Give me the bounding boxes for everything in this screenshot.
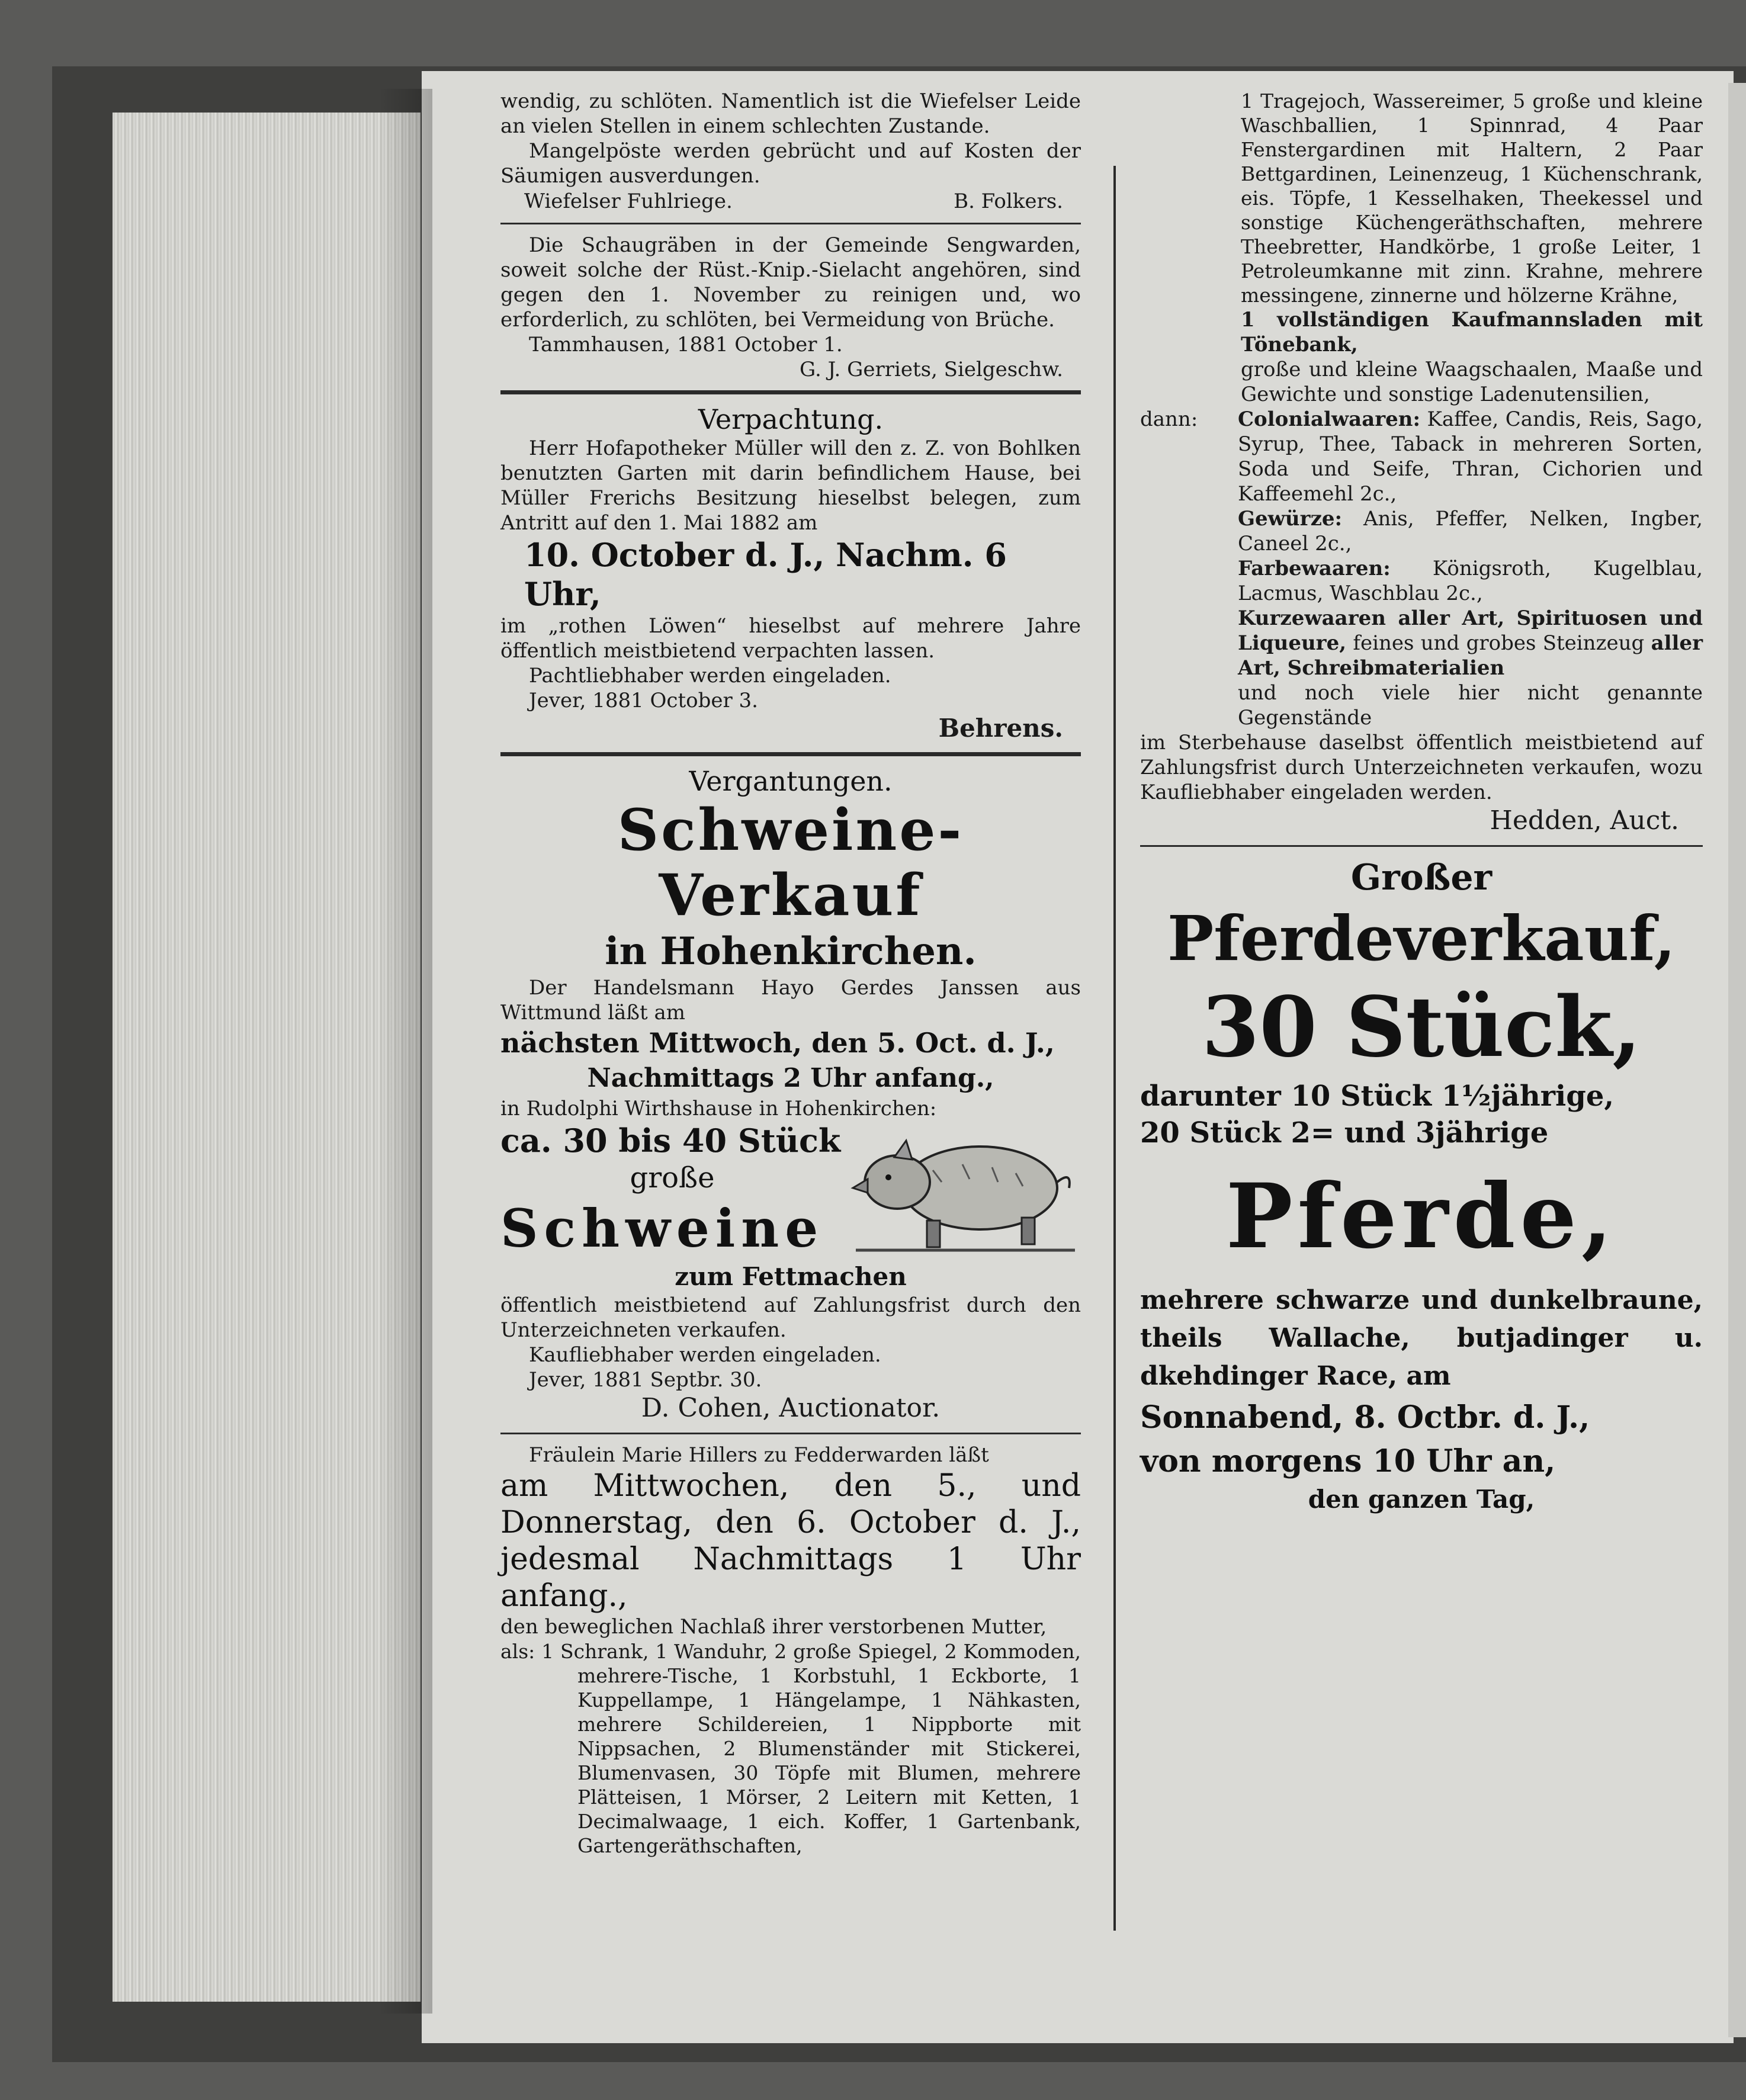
- pig-date2: Nachmittags 2 Uhr anfang.,: [587, 1063, 994, 1093]
- lease-text2: im „rothen Löwen“ hieselbst auf mehrere Jahre öffentlich meistbietend verpachten lassen.: [500, 614, 1081, 663]
- writing-label: aller Art, Schreibmaterialien: [1238, 631, 1703, 680]
- divider: [500, 390, 1081, 394]
- horse-grosser: Großer: [1350, 857, 1493, 898]
- spice-label: Gewürze:: [1238, 507, 1343, 531]
- estate-text2: den beweglichen Nachlaß ihrer verstorbenen Mutter,: [500, 1615, 1047, 1639]
- estate-signature: Hedden, Auct.: [1490, 805, 1679, 836]
- pig-title: Schweine-Verkauf: [617, 797, 964, 929]
- horse-day: den ganzen Tag,: [1308, 1485, 1535, 1514]
- lease-place: Jever, 1881 October 3.: [529, 689, 758, 712]
- more-items: und noch viele hier nicht genannte Gegenstände: [1238, 681, 1703, 730]
- pig-place: Jever, 1881 Septbr. 30.: [529, 1368, 762, 1392]
- estate-dates: am Mittwochen, den 5., und Donnerstag, den 6. October d. J., jedesmal Nachmittags 1 Uhr anfang.,: [500, 1468, 1081, 1614]
- pig-location: in Hohenkirchen.: [605, 929, 977, 974]
- pig-offer: [500, 1121, 1081, 1261]
- estate-close: im Sterbehause daselbst öffentlich meistbietend auf Zahlungsfrist durch Unterzeichneten verkaufen, wozu Kaufliebhaber eingeladen werden.: [1140, 731, 1703, 804]
- shop-item2: große und kleine Waagschaalen, Maaße und Gewichte und sonstige Ladenutensilien,: [1241, 358, 1703, 406]
- pig-date1: nächsten Mittwoch, den 5. Oct. d. J.,: [500, 1027, 1055, 1059]
- spice-items: Anis, Pfeffer, Nelken, Ingber, Caneel 2c.,: [1238, 507, 1703, 555]
- pig-text2: in Rudolphi Wirthshause in Hohenkirchen:: [500, 1097, 937, 1120]
- notice2-signature: G. J. Gerriets, Sielgeschw.: [800, 358, 1063, 381]
- column-divider: [1113, 166, 1116, 1931]
- next-page-edge: [1728, 83, 1746, 2037]
- notice2-text: Die Schaugräben in der Gemeinde Sengwarden, soweit solche der Rüst.-Knip.-Sielacht angehören, sind gegen den 1. November zu reinigen und, wo erforderlich, zu schlöten, bei Vermeidung von Brüche.: [500, 233, 1081, 332]
- short-goods-label: Kurzewaaren aller Art, Spirituosen und Liqueure,: [1238, 606, 1703, 655]
- estate-continuation: 1 Tragejoch, Wassereimer, 5 große und kleine Waschballien, 1 Spinnrad, 4 Paar Fenstergardinen mit Haltern, 2 Paar Bettgardinen, Leinenzeug, 1 Küchenschrank, eis. Töpfe, 1 Kesselhaken, Theekessel und sonstige Küchengeräthschaften, mehrere Theebretter, Handkörbe, 1 große Leiter, 1 Petroleumkanne mit zinn. Krahne, mehrere messingene, zinnerne und hölzerne Krähne,: [1241, 89, 1703, 307]
- pig-illustration-icon: [844, 1123, 1081, 1259]
- lease-invite: Pachtliebhaber werden eingeladen.: [529, 664, 891, 688]
- estate-text1: Fräulein Marie Hillers zu Fedderwarden läßt: [529, 1443, 989, 1467]
- notice1-text2: Mangelpöste werden gebrücht und auf Kosten der Säumigen ausverdungen.: [500, 139, 1081, 188]
- divider: [1140, 845, 1703, 847]
- colonial-items: Kaffee, Candis, Reis, Sago, Syrup, Thee, Taback in mehreren Sorten, Soda und Seife, Thran, Cichorien und Kaffeemehl 2c.,: [1238, 407, 1703, 506]
- short-goods-items: feines und grobes Steinzeug: [1353, 631, 1645, 655]
- lease-heading: Verpachtung.: [698, 403, 884, 435]
- horse-count: 30 Stück,: [1201, 979, 1642, 1076]
- horse-ages2: 20 Stück 2= und 3jährige: [1140, 1116, 1549, 1149]
- pig-signature: D. Cohen, Auctionator.: [641, 1393, 941, 1423]
- horse-ages1: darunter 10 Stück 1½jährige,: [1140, 1080, 1615, 1113]
- pig-schweine: Schweine: [500, 1197, 824, 1259]
- pig-text3: öffentlich meistbietend auf Zahlungsfrist durch den Unterzeichneten verkaufen.: [500, 1293, 1081, 1342]
- shop-item: 1 vollständigen Kaufmannsladen mit Tönebank,: [1241, 308, 1703, 357]
- horse-description: mehrere schwarze und dunkelbraune, theils Wallache, butjadinger u. dkehdinger Race, am: [1140, 1285, 1703, 1391]
- dye-label: Farbewaaren:: [1238, 557, 1391, 580]
- pig-count: ca. 30 bis 40 Stück: [500, 1122, 841, 1160]
- pig-invite: Kaufliebhaber werden eingeladen.: [529, 1343, 881, 1367]
- notice1-signature: [500, 188, 1081, 214]
- page-edges: [113, 113, 421, 2002]
- spine-shadow: [379, 89, 432, 2014]
- notice1-text: wendig, zu schlöten. Namentlich ist die Wiefelser Leide an vielen Stellen in einem schlechten Zustande.: [500, 89, 1081, 138]
- lease-text: Herr Hofapotheker Müller will den z. Z. von Bohlken benutzten Garten mit darin befindlichem Hause, bei Müller Frerichs Besitzung hieselbst belegen, zum Antritt auf den 1. Mai 1882 am: [500, 436, 1081, 535]
- left-column: [500, 89, 1081, 1858]
- right-column: [1140, 89, 1703, 1516]
- lease-date: 10. October d. J., Nachm. 6 Uhr,: [524, 536, 1007, 613]
- divider: [500, 1433, 1081, 1434]
- pig-fettmachen: zum Fettmachen: [675, 1262, 907, 1291]
- horse-title: Pferdeverkauf,: [1167, 902, 1676, 975]
- horse-time: von morgens 10 Uhr an,: [1140, 1443, 1556, 1479]
- horse-date: Sonnabend, 8. Octbr. d. J.,: [1140, 1399, 1590, 1436]
- divider: [500, 223, 1081, 224]
- estate-list: als: 1 Schrank, 1 Wanduhr, 2 große Spiegel, 2 Kommoden, mehrere-Tische, 1 Korbstuhl, 1 Eckborte, 1 Kuppellampe, 1 Hängelampe, 1 Nähkasten, mehrere Schildereien, 1 Nippborte mit Nippsachen, 2 Blumenständer mit Stickerei, Blumenvasen, 30 Töpfe mit Blumen, mehrere Plätteisen, 1 Mörser, 2 Leitern mit Ketten, 1 Decimalwaage, 1 eich. Koffer, 1 Gartenbank, Gartengeräthschaften,: [500, 1640, 1081, 1857]
- divider: [500, 752, 1081, 756]
- dye-items: Königsroth, Kugelblau, Lacmus, Waschblau 2c.,: [1238, 557, 1703, 605]
- notice1-sig-left: Wiefelser Fuhlriege.: [524, 190, 733, 213]
- colonial-label: Colonialwaaren:: [1238, 407, 1421, 431]
- auctions-heading: Vergantungen.: [689, 765, 893, 797]
- dann-label: dann:: [1140, 407, 1198, 431]
- notice2-place: Tammhausen, 1881 October 1.: [529, 333, 843, 357]
- pig-grosse: große: [630, 1161, 715, 1195]
- horse-pferde: Pferde,: [1225, 1164, 1617, 1269]
- pig-text1: Der Handelsmann Hayo Gerdes Janssen aus Wittmund läßt am: [500, 976, 1081, 1025]
- lease-signature: Behrens.: [938, 714, 1063, 743]
- notice1-sig-right: B. Folkers.: [954, 190, 1063, 213]
